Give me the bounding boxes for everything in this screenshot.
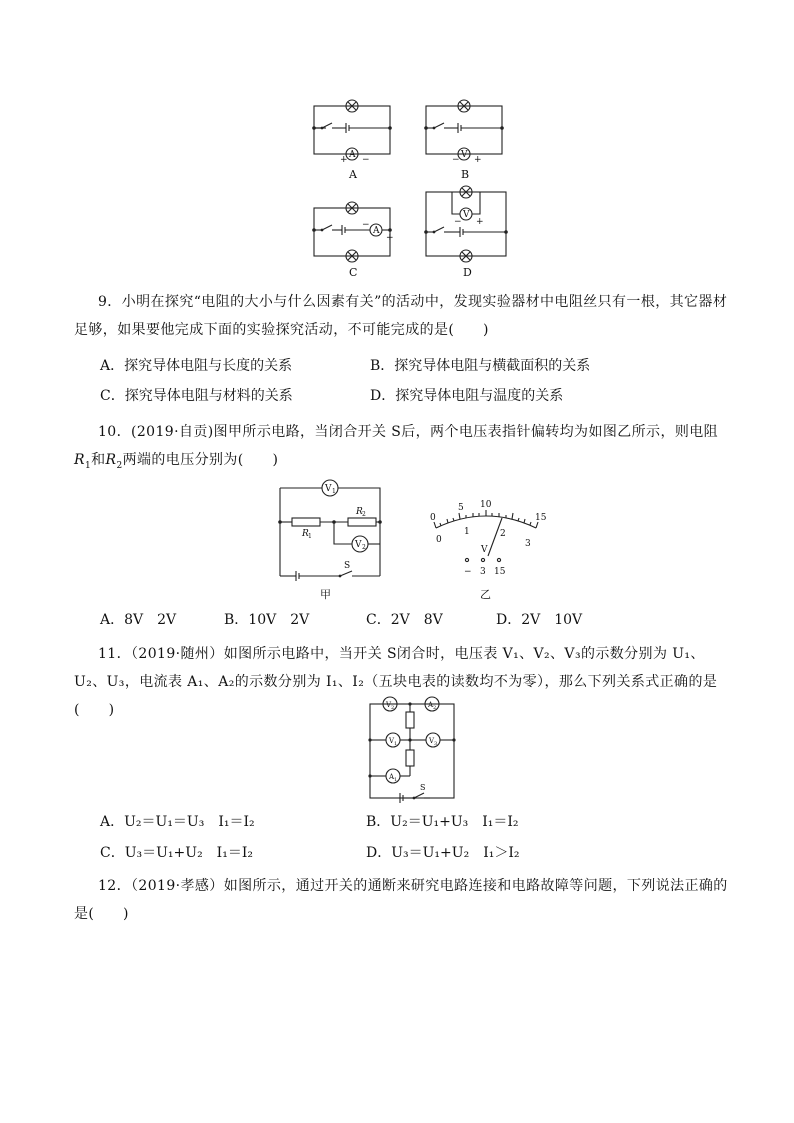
svg-text:R: R bbox=[356, 507, 363, 517]
svg-text:S: S bbox=[344, 561, 351, 571]
svg-text:2: 2 bbox=[362, 544, 366, 551]
q10-option-c: C．2V 8V bbox=[366, 612, 443, 628]
label-a: A bbox=[349, 168, 357, 181]
q9-option-d: D．探究导体电阻与温度的关系 bbox=[370, 388, 564, 404]
meter-unit: V bbox=[481, 545, 488, 555]
q10-option-a: A．8V 2V bbox=[100, 612, 177, 628]
q10-text-b: 和 bbox=[91, 452, 106, 468]
q10-text-c: 两端的电压分别为( ) bbox=[122, 452, 279, 468]
svg-text:A: A bbox=[349, 150, 356, 160]
q11-text: （2019·随州）如图所示电路中，当开关 S闭合时，电压表 V₁、V₂、V₃的示数分别为 U₁、U₂、U₃，电流表 A₁、A₂的示数分别为 I₁、I₂（五块电表的读数均不为零），那么下列关系式正确的是( ) bbox=[74, 646, 718, 718]
q10-number: 10． bbox=[98, 424, 132, 440]
label-d: D bbox=[463, 266, 472, 279]
svg-text:V: V bbox=[325, 484, 332, 494]
meter-top-5: 5 bbox=[458, 503, 464, 513]
svg-text:+: + bbox=[386, 233, 394, 243]
q12-number: 12． bbox=[98, 878, 132, 894]
q9-text: 小明在探究“电阻的大小与什么因素有关”的活动中，发现实验器材中电阻丝只有一根，其它器材足够，如果要他完成下面的实验探究活动，不可能完成的是( ) bbox=[74, 294, 728, 338]
svg-text:V: V bbox=[429, 737, 435, 745]
svg-text:+: + bbox=[476, 217, 484, 227]
q11-option-c: C．U₃＝U₁+U₂ I₁＝I₂ bbox=[100, 845, 253, 861]
q10-circuit-svg bbox=[272, 478, 402, 604]
svg-text:A: A bbox=[389, 773, 395, 781]
q8-circuit-svg bbox=[300, 92, 530, 282]
q9-option-b: B．探究导体电阻与横截面积的关系 bbox=[370, 358, 591, 374]
svg-text:−: − bbox=[362, 155, 370, 165]
q10-meter-figure bbox=[422, 498, 552, 604]
svg-text:1: 1 bbox=[394, 777, 398, 783]
q10-r2: R bbox=[105, 452, 117, 468]
svg-text:2: 2 bbox=[391, 705, 395, 711]
q10-option-b: B．10V 2V bbox=[224, 612, 310, 628]
meter-terminal-15: 15 bbox=[494, 567, 506, 577]
q11-circuit-svg bbox=[360, 694, 460, 804]
q10-circuit-figure bbox=[272, 478, 402, 604]
q8-circuit-figure bbox=[300, 92, 530, 282]
svg-text:R: R bbox=[302, 529, 309, 539]
svg-text:V: V bbox=[386, 701, 392, 709]
svg-text:V: V bbox=[389, 737, 395, 745]
svg-text:1: 1 bbox=[394, 741, 398, 747]
svg-text:+: + bbox=[474, 155, 482, 165]
q10-meter-svg bbox=[422, 498, 552, 604]
svg-text:+: + bbox=[340, 155, 348, 165]
svg-text:2: 2 bbox=[433, 705, 437, 711]
q12-text: （2019·孝感）如图所示，通过开关的通断来研究电路连接和电路故障等问题，下列说法正确的是( ) bbox=[74, 878, 728, 922]
svg-text:A: A bbox=[373, 226, 380, 236]
label-b: B bbox=[461, 168, 470, 181]
label-c: C bbox=[349, 266, 358, 279]
q9-option-a: A．探究导体电阻与长度的关系 bbox=[100, 358, 293, 374]
q9-option-c: C．探究导体电阻与材料的关系 bbox=[100, 388, 293, 404]
svg-text:−: − bbox=[362, 220, 370, 230]
q9-number: 9． bbox=[98, 294, 122, 310]
q10-text-a: (2019·自贡)图甲所示电路，当闭合开关 S后，两个电压表指针偏转均为如图乙所示，则电阻 bbox=[131, 424, 719, 440]
fig-label-jia: 甲 bbox=[320, 588, 331, 601]
circuit-c bbox=[312, 202, 393, 279]
circuit-a bbox=[312, 100, 392, 181]
meter-top-10: 10 bbox=[480, 500, 492, 510]
svg-text:−: − bbox=[454, 217, 462, 227]
meter-bottom-1: 1 bbox=[464, 527, 470, 537]
question-10 bbox=[74, 418, 734, 480]
circuit-b bbox=[424, 100, 504, 181]
svg-text:V: V bbox=[461, 150, 468, 160]
fig-label-yi: 乙 bbox=[480, 588, 491, 601]
q11-number: 11． bbox=[98, 646, 132, 662]
q11-option-d: D．U₃＝U₁+U₂ I₁＞I₂ bbox=[366, 845, 520, 861]
meter-bottom-3: 3 bbox=[525, 539, 531, 549]
meter-top-0: 0 bbox=[430, 513, 436, 523]
q10-r1: R bbox=[74, 452, 85, 468]
svg-text:S: S bbox=[420, 783, 426, 792]
svg-text:1: 1 bbox=[332, 488, 336, 495]
circuit-d bbox=[424, 186, 508, 279]
svg-text:−: − bbox=[452, 155, 460, 165]
question-9 bbox=[74, 288, 734, 344]
meter-bottom-2: 2 bbox=[500, 529, 506, 539]
svg-text:A: A bbox=[428, 701, 434, 709]
meter-top-15: 15 bbox=[535, 513, 547, 523]
q11-circuit-figure bbox=[360, 694, 460, 804]
svg-text:V: V bbox=[463, 210, 470, 220]
svg-text:1: 1 bbox=[308, 533, 312, 540]
meter-terminal-3: 3 bbox=[480, 567, 486, 577]
q10-r2-sub: 2 bbox=[116, 460, 123, 471]
q10-r1-sub: 1 bbox=[84, 460, 92, 471]
svg-text:V: V bbox=[355, 540, 362, 550]
q11-option-b: B．U₂＝U₁+U₃ I₁＝I₂ bbox=[366, 814, 519, 830]
svg-text:3: 3 bbox=[434, 741, 438, 747]
svg-text:2: 2 bbox=[362, 511, 366, 518]
question-12 bbox=[74, 872, 734, 928]
meter-terminal-neg: − bbox=[464, 567, 472, 577]
q10-option-d: D．2V 10V bbox=[496, 612, 583, 628]
meter-bottom-0: 0 bbox=[436, 535, 442, 545]
q11-option-a: A．U₂＝U₁＝U₃ I₁＝I₂ bbox=[100, 814, 255, 830]
